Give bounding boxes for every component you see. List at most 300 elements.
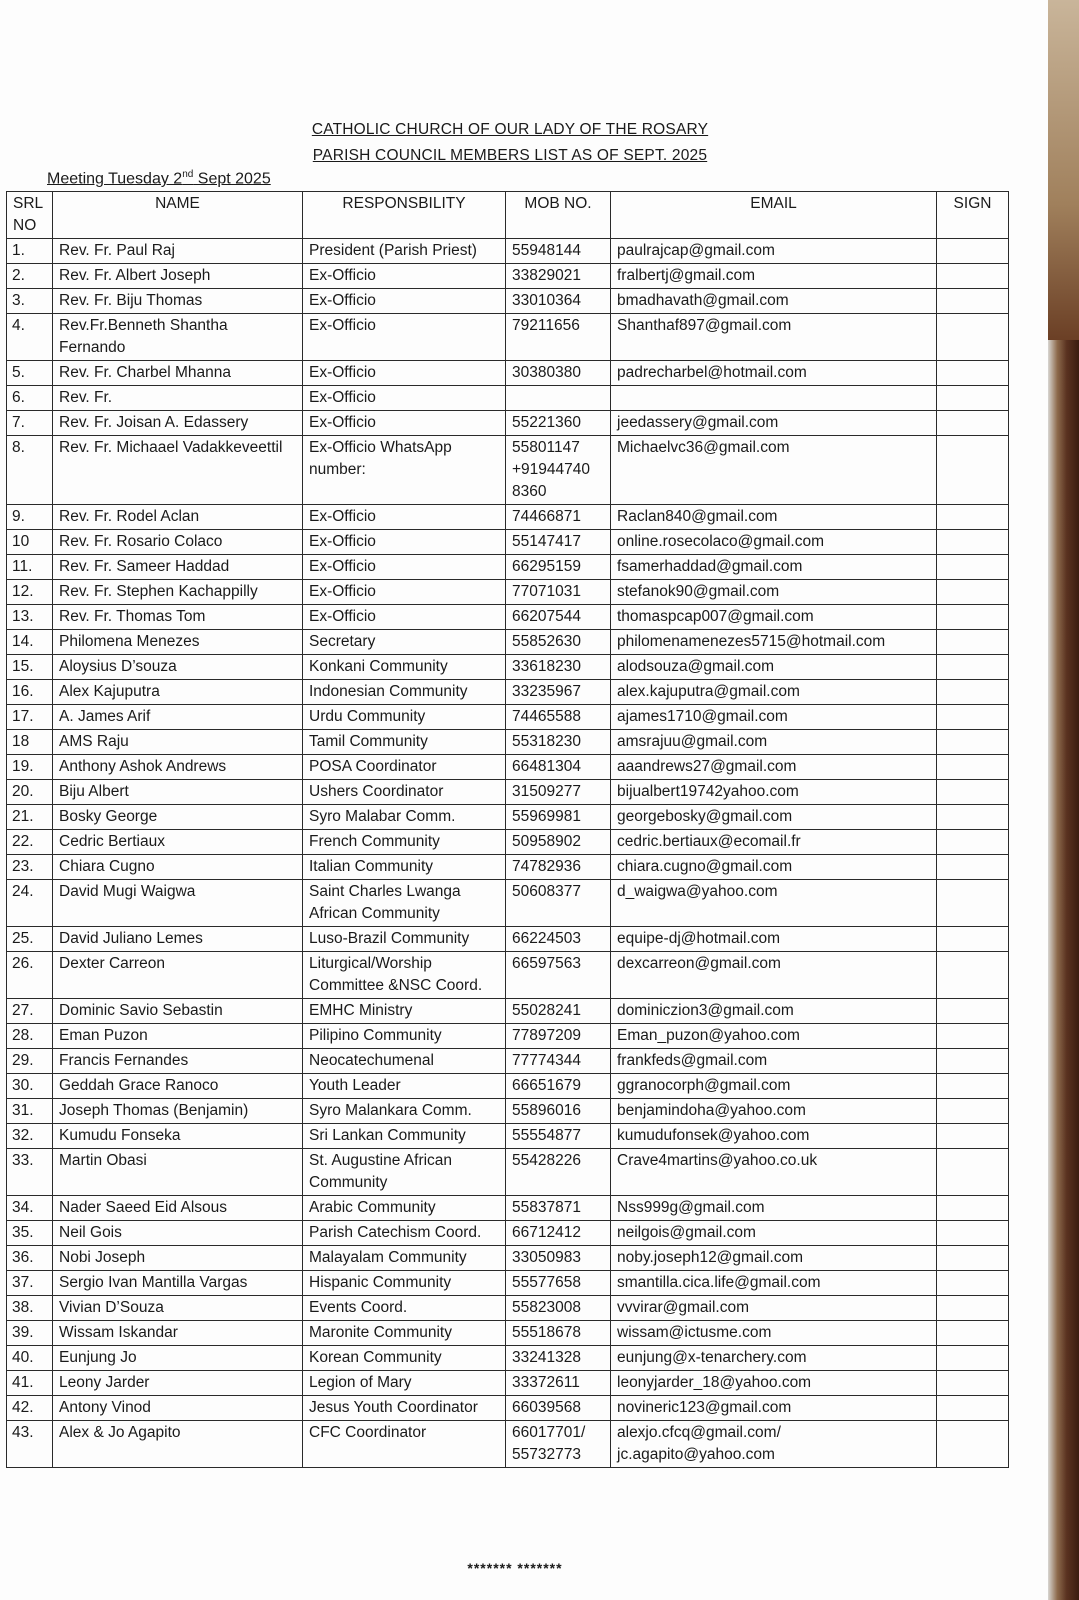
cell-sign [937, 436, 1009, 505]
cell-name: Alex & Jo Agapito [53, 1421, 303, 1468]
cell-sign [937, 730, 1009, 755]
table-row [7, 630, 1009, 655]
cell-name: Rev. Fr. Rodel Aclan [53, 505, 303, 530]
cell-email: Shanthaf897@gmail.com [611, 314, 937, 361]
cell-responsibility: Legion of Mary [303, 1371, 506, 1396]
cell-mobile: 55837871 [506, 1196, 611, 1221]
cell-responsibility: Hispanic Community [303, 1271, 506, 1296]
table-row [7, 239, 1009, 264]
cell-mobile: 77774344 [506, 1049, 611, 1074]
cell-email: neilgois@gmail.com [611, 1221, 937, 1246]
cell-mobile: 77071031 [506, 580, 611, 605]
cell-email: alexjo.cfcq@gmail.com/ jc.agapito@yahoo.com [611, 1421, 937, 1468]
cell-name: Rev. Fr. Stephen Kachappilly [53, 580, 303, 605]
cell-sign [937, 880, 1009, 927]
table-row [7, 530, 1009, 555]
cell-responsibility: French Community [303, 830, 506, 855]
cell-srl: 39. [7, 1321, 53, 1346]
cell-sign [937, 605, 1009, 630]
cell-srl: 12. [7, 580, 53, 605]
cell-responsibility: Ex-Officio [303, 386, 506, 411]
cell-email: smantilla.cica.life@gmail.com [611, 1271, 937, 1296]
cell-sign [937, 1049, 1009, 1074]
cell-name: Leony Jarder [53, 1371, 303, 1396]
meeting-date-prefix: Meeting Tuesday 2 [47, 170, 183, 188]
cell-srl: 24. [7, 880, 53, 927]
cell-sign [937, 1271, 1009, 1296]
cell-mobile: 33618230 [506, 655, 611, 680]
cell-sign [937, 386, 1009, 411]
cell-responsibility: Jesus Youth Coordinator [303, 1396, 506, 1421]
cell-name: Rev.Fr.Benneth Shantha Fernando [53, 314, 303, 361]
cell-responsibility: Italian Community [303, 855, 506, 880]
background-edge-top [1048, 0, 1079, 340]
cell-sign [937, 1321, 1009, 1346]
cell-name: Rev. Fr. Biju Thomas [53, 289, 303, 314]
header-name: NAME [53, 192, 303, 239]
cell-responsibility: Luso-Brazil Community [303, 927, 506, 952]
cell-sign [937, 680, 1009, 705]
cell-name: Rev. Fr. Paul Raj [53, 239, 303, 264]
cell-srl: 11. [7, 555, 53, 580]
table-row [7, 314, 1009, 361]
cell-srl: 14. [7, 630, 53, 655]
cell-sign [937, 1024, 1009, 1049]
cell-responsibility: Ex-Officio [303, 314, 506, 361]
cell-name: A. James Arif [53, 705, 303, 730]
cell-name: Antony Vinod [53, 1396, 303, 1421]
cell-name: Geddah Grace Ranoco [53, 1074, 303, 1099]
cell-srl: 36. [7, 1246, 53, 1271]
table-row [7, 436, 1009, 505]
table-row [7, 805, 1009, 830]
cell-srl: 37. [7, 1271, 53, 1296]
cell-sign [937, 239, 1009, 264]
cell-sign [937, 505, 1009, 530]
table-row [7, 780, 1009, 805]
cell-email: Raclan840@gmail.com [611, 505, 937, 530]
table-row [7, 1221, 1009, 1246]
cell-email: alodsouza@gmail.com [611, 655, 937, 680]
cell-srl: 18 [7, 730, 53, 755]
cell-sign [937, 1196, 1009, 1221]
cell-name: Neil Gois [53, 1221, 303, 1246]
cell-responsibility: Parish Catechism Coord. [303, 1221, 506, 1246]
cell-name: Bosky George [53, 805, 303, 830]
cell-responsibility: Ex-Officio [303, 264, 506, 289]
cell-mobile: 55554877 [506, 1124, 611, 1149]
cell-responsibility: Tamil Community [303, 730, 506, 755]
cell-mobile: 66481304 [506, 755, 611, 780]
cell-name: Biju Albert [53, 780, 303, 805]
cell-mobile: 55852630 [506, 630, 611, 655]
cell-mobile: 33241328 [506, 1346, 611, 1371]
cell-responsibility: Neocatechumenal [303, 1049, 506, 1074]
cell-responsibility: Urdu Community [303, 705, 506, 730]
cell-sign [937, 805, 1009, 830]
members-table [6, 191, 1009, 1468]
table-row [7, 1271, 1009, 1296]
cell-srl: 20. [7, 780, 53, 805]
cell-srl: 40. [7, 1346, 53, 1371]
table-row [7, 1371, 1009, 1396]
cell-responsibility: Malayalam Community [303, 1246, 506, 1271]
cell-email: chiara.cugno@gmail.com [611, 855, 937, 880]
cell-email: bijualbert19742yahoo.com [611, 780, 937, 805]
table-row [7, 880, 1009, 927]
cell-name: Philomena Menezes [53, 630, 303, 655]
cell-sign [937, 952, 1009, 999]
cell-name: David Mugi Waigwa [53, 880, 303, 927]
table-row [7, 1296, 1009, 1321]
cell-email: Michaelvc36@gmail.com [611, 436, 937, 505]
cell-mobile: 66651679 [506, 1074, 611, 1099]
table-row [7, 361, 1009, 386]
cell-srl: 17. [7, 705, 53, 730]
cell-srl: 25. [7, 927, 53, 952]
cell-email: Crave4martins@yahoo.co.uk [611, 1149, 937, 1196]
cell-mobile: 55428226 [506, 1149, 611, 1196]
cell-email: novineric123@gmail.com [611, 1396, 937, 1421]
cell-responsibility: Indonesian Community [303, 680, 506, 705]
cell-name: Sergio Ivan Mantilla Vargas [53, 1271, 303, 1296]
cell-responsibility: Events Coord. [303, 1296, 506, 1321]
table-row [7, 655, 1009, 680]
cell-responsibility: President (Parish Priest) [303, 239, 506, 264]
cell-srl: 41. [7, 1371, 53, 1396]
table-row [7, 411, 1009, 436]
cell-name: Rev. Fr. Charbel Mhanna [53, 361, 303, 386]
cell-email: bmadhavath@gmail.com [611, 289, 937, 314]
header-responsibility: RESPONSBILITY [303, 192, 506, 239]
cell-responsibility: St. Augustine African Community [303, 1149, 506, 1196]
cell-mobile: 55801147 +91944740 8360 [506, 436, 611, 505]
meeting-date-ordinal: nd [182, 169, 194, 180]
cell-sign [937, 705, 1009, 730]
cell-srl: 3. [7, 289, 53, 314]
cell-responsibility: Ex-Officio [303, 605, 506, 630]
cell-srl: 5. [7, 361, 53, 386]
cell-email: dominiczion3@gmail.com [611, 999, 937, 1024]
cell-srl: 35. [7, 1221, 53, 1246]
table-row [7, 555, 1009, 580]
cell-responsibility: Pilipino Community [303, 1024, 506, 1049]
cell-mobile: 66597563 [506, 952, 611, 999]
cell-srl: 43. [7, 1421, 53, 1468]
meeting-date-suffix: Sept 2025 [193, 170, 271, 188]
table-row [7, 755, 1009, 780]
cell-name: Rev. Fr. Joisan A. Edassery [53, 411, 303, 436]
table-row [7, 1149, 1009, 1196]
cell-mobile: 55896016 [506, 1099, 611, 1124]
cell-responsibility: Sri Lankan Community [303, 1124, 506, 1149]
table-row [7, 605, 1009, 630]
table-row [7, 705, 1009, 730]
cell-email: fsamerhaddad@gmail.com [611, 555, 937, 580]
cell-email: cedric.bertiaux@ecomail.fr [611, 830, 937, 855]
table-row [7, 1049, 1009, 1074]
cell-srl: 16. [7, 680, 53, 705]
table-row [7, 680, 1009, 705]
cell-responsibility: Youth Leader [303, 1074, 506, 1099]
cell-mobile: 55577658 [506, 1271, 611, 1296]
cell-name: Eunjung Jo [53, 1346, 303, 1371]
table-row [7, 927, 1009, 952]
cell-email [611, 386, 937, 411]
cell-srl: 2. [7, 264, 53, 289]
cell-name: Rev. Fr. Thomas Tom [53, 605, 303, 630]
table-row [7, 386, 1009, 411]
table-row [7, 730, 1009, 755]
table-row [7, 264, 1009, 289]
cell-email: jeedassery@gmail.com [611, 411, 937, 436]
cell-sign [937, 361, 1009, 386]
cell-email: frankfeds@gmail.com [611, 1049, 937, 1074]
meeting-date [47, 169, 271, 188]
cell-sign [937, 1074, 1009, 1099]
cell-mobile: 55518678 [506, 1321, 611, 1346]
cell-mobile: 55221360 [506, 411, 611, 436]
table-row [7, 505, 1009, 530]
cell-responsibility: POSA Coordinator [303, 755, 506, 780]
cell-sign [937, 1124, 1009, 1149]
cell-mobile: 74465588 [506, 705, 611, 730]
cell-srl: 31. [7, 1099, 53, 1124]
cell-mobile: 33372611 [506, 1371, 611, 1396]
cell-responsibility: Korean Community [303, 1346, 506, 1371]
cell-srl: 21. [7, 805, 53, 830]
cell-sign [937, 1396, 1009, 1421]
cell-mobile: 50608377 [506, 880, 611, 927]
cell-name: Nader Saeed Eid Alsous [53, 1196, 303, 1221]
cell-mobile: 66712412 [506, 1221, 611, 1246]
cell-srl: 27. [7, 999, 53, 1024]
cell-responsibility: Ex-Officio [303, 505, 506, 530]
cell-sign [937, 289, 1009, 314]
cell-responsibility: Ex-Officio WhatsApp number: [303, 436, 506, 505]
cell-mobile: 74782936 [506, 855, 611, 880]
cell-srl: 29. [7, 1049, 53, 1074]
cell-email: padrecharbel@hotmail.com [611, 361, 937, 386]
cell-name: David Juliano Lemes [53, 927, 303, 952]
cell-name: Rev. Fr. Rosario Colaco [53, 530, 303, 555]
cell-email: stefanok90@gmail.com [611, 580, 937, 605]
cell-name: AMS Raju [53, 730, 303, 755]
header-email: EMAIL [611, 192, 937, 239]
cell-email: eunjung@x-tenarchery.com [611, 1346, 937, 1371]
document-title: CATHOLIC CHURCH OF OUR LADY OF THE ROSARY [311, 121, 709, 138]
cell-email: amsrajuu@gmail.com [611, 730, 937, 755]
table-row [7, 830, 1009, 855]
cell-mobile: 66295159 [506, 555, 611, 580]
cell-sign [937, 1221, 1009, 1246]
cell-mobile: 79211656 [506, 314, 611, 361]
cell-mobile: 55028241 [506, 999, 611, 1024]
header-sign: SIGN [937, 192, 1009, 239]
cell-sign [937, 1149, 1009, 1196]
cell-srl: 1. [7, 239, 53, 264]
cell-mobile: 77897209 [506, 1024, 611, 1049]
table-header-row [7, 192, 1009, 239]
cell-email: paulrajcap@gmail.com [611, 239, 937, 264]
cell-name: Joseph Thomas (Benjamin) [53, 1099, 303, 1124]
cell-mobile: 31509277 [506, 780, 611, 805]
table-row [7, 1024, 1009, 1049]
cell-mobile: 55318230 [506, 730, 611, 755]
cell-responsibility: Secretary [303, 630, 506, 655]
cell-srl: 6. [7, 386, 53, 411]
table-row [7, 580, 1009, 605]
cell-sign [937, 314, 1009, 361]
cell-responsibility: Ushers Coordinator [303, 780, 506, 805]
cell-sign [937, 1421, 1009, 1468]
cell-sign [937, 999, 1009, 1024]
table-row [7, 1124, 1009, 1149]
cell-name: Anthony Ashok Andrews [53, 755, 303, 780]
cell-sign [937, 780, 1009, 805]
cell-email: equipe-dj@hotmail.com [611, 927, 937, 952]
cell-name: Wissam Iskandar [53, 1321, 303, 1346]
cell-email: georgebosky@gmail.com [611, 805, 937, 830]
cell-srl: 19. [7, 755, 53, 780]
cell-srl: 34. [7, 1196, 53, 1221]
cell-responsibility: Saint Charles Lwanga African Community [303, 880, 506, 927]
cell-srl: 8. [7, 436, 53, 505]
table-row [7, 855, 1009, 880]
cell-email: aaandrews27@gmail.com [611, 755, 937, 780]
cell-sign [937, 655, 1009, 680]
cell-sign [937, 555, 1009, 580]
table-row [7, 1396, 1009, 1421]
cell-name: Francis Fernandes [53, 1049, 303, 1074]
cell-email: online.rosecolaco@gmail.com [611, 530, 937, 555]
cell-sign [937, 1296, 1009, 1321]
cell-mobile: 33050983 [506, 1246, 611, 1271]
cell-mobile: 55823008 [506, 1296, 611, 1321]
cell-srl: 28. [7, 1024, 53, 1049]
cell-sign [937, 927, 1009, 952]
cell-sign [937, 580, 1009, 605]
cell-responsibility: Liturgical/Worship Committee &NSC Coord. [303, 952, 506, 999]
cell-srl: 38. [7, 1296, 53, 1321]
cell-name: Rev. Fr. Albert Joseph [53, 264, 303, 289]
cell-responsibility: Ex-Officio [303, 580, 506, 605]
cell-responsibility: Ex-Officio [303, 530, 506, 555]
cell-srl: 15. [7, 655, 53, 680]
cell-email: Nss999g@gmail.com [611, 1196, 937, 1221]
cell-responsibility: Ex-Officio [303, 555, 506, 580]
cell-email: fralbertj@gmail.com [611, 264, 937, 289]
cell-name: Rev. Fr. Sameer Haddad [53, 555, 303, 580]
cell-srl: 30. [7, 1074, 53, 1099]
cell-srl: 4. [7, 314, 53, 361]
cell-sign [937, 1099, 1009, 1124]
table-row [7, 1196, 1009, 1221]
cell-sign [937, 1346, 1009, 1371]
cell-email: wissam@ictusme.com [611, 1321, 937, 1346]
cell-responsibility: Arabic Community [303, 1196, 506, 1221]
cell-email: Eman_puzon@yahoo.com [611, 1024, 937, 1049]
table-row [7, 1246, 1009, 1271]
cell-email: ajames1710@gmail.com [611, 705, 937, 730]
cell-sign [937, 411, 1009, 436]
cell-responsibility: Ex-Officio [303, 289, 506, 314]
cell-mobile: 66224503 [506, 927, 611, 952]
document-subtitle: PARISH COUNCIL MEMBERS LIST AS OF SEPT. 2025 [312, 147, 708, 164]
cell-responsibility: Maronite Community [303, 1321, 506, 1346]
cell-name: Dominic Savio Sebastin [53, 999, 303, 1024]
table-row [7, 1074, 1009, 1099]
table-row [7, 1421, 1009, 1468]
cell-sign [937, 264, 1009, 289]
cell-sign [937, 830, 1009, 855]
cell-email: noby.joseph12@gmail.com [611, 1246, 937, 1271]
cell-sign [937, 1246, 1009, 1271]
cell-responsibility: EMHC Ministry [303, 999, 506, 1024]
cell-mobile [506, 386, 611, 411]
cell-name: Nobi Joseph [53, 1246, 303, 1271]
cell-email: vvvirar@gmail.com [611, 1296, 937, 1321]
cell-mobile: 74466871 [506, 505, 611, 530]
cell-srl: 7. [7, 411, 53, 436]
cell-mobile: 33010364 [506, 289, 611, 314]
cell-name: Alex Kajuputra [53, 680, 303, 705]
cell-sign [937, 630, 1009, 655]
cell-email: kumudufonsek@yahoo.com [611, 1124, 937, 1149]
cell-srl: 42. [7, 1396, 53, 1421]
cell-mobile: 30380380 [506, 361, 611, 386]
page-footer: ******* ******* [467, 1560, 563, 1576]
cell-mobile: 33235967 [506, 680, 611, 705]
table-row [7, 1099, 1009, 1124]
cell-sign [937, 855, 1009, 880]
cell-name: Martin Obasi [53, 1149, 303, 1196]
cell-srl: 23. [7, 855, 53, 880]
cell-mobile: 55948144 [506, 239, 611, 264]
cell-name: Rev. Fr. [53, 386, 303, 411]
cell-mobile: 55147417 [506, 530, 611, 555]
cell-srl: 26. [7, 952, 53, 999]
cell-name: Rev. Fr. Michaael Vadakkeveettil [53, 436, 303, 505]
cell-responsibility: Syro Malankara Comm. [303, 1099, 506, 1124]
cell-mobile: 50958902 [506, 830, 611, 855]
cell-name: Aloysius D’souza [53, 655, 303, 680]
cell-mobile: 55969981 [506, 805, 611, 830]
cell-name: Chiara Cugno [53, 855, 303, 880]
cell-name: Dexter Carreon [53, 952, 303, 999]
cell-sign [937, 755, 1009, 780]
cell-mobile: 66039568 [506, 1396, 611, 1421]
cell-srl: 10 [7, 530, 53, 555]
cell-srl: 13. [7, 605, 53, 630]
cell-mobile: 66207544 [506, 605, 611, 630]
header-srl: SRL NO [7, 192, 53, 239]
cell-email: dexcarreon@gmail.com [611, 952, 937, 999]
cell-responsibility: CFC Coordinator [303, 1421, 506, 1468]
cell-sign [937, 530, 1009, 555]
cell-email: ggranocorph@gmail.com [611, 1074, 937, 1099]
cell-name: Eman Puzon [53, 1024, 303, 1049]
table-row [7, 1346, 1009, 1371]
cell-email: d_waigwa@yahoo.com [611, 880, 937, 927]
cell-email: thomaspcap007@gmail.com [611, 605, 937, 630]
cell-name: Cedric Bertiaux [53, 830, 303, 855]
members-table-body [7, 239, 1009, 1468]
cell-email: philomenamenezes5715@hotmail.com [611, 630, 937, 655]
table-row [7, 289, 1009, 314]
cell-responsibility: Konkani Community [303, 655, 506, 680]
cell-email: benjamindoha@yahoo.com [611, 1099, 937, 1124]
